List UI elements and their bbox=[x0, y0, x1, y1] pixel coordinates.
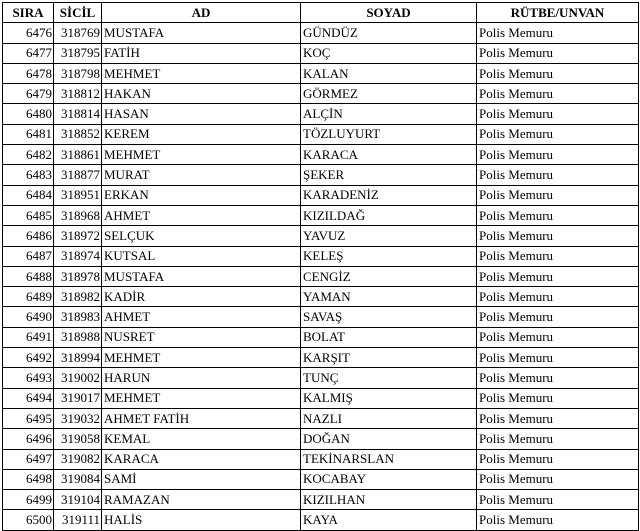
cell-rutbe: Polis Memuru bbox=[477, 388, 639, 408]
cell-ad: MURAT bbox=[102, 165, 301, 185]
cell-rutbe: Polis Memuru bbox=[477, 510, 639, 530]
cell-soyad: KARADENİZ bbox=[301, 185, 477, 205]
cell-sira: 6477 bbox=[3, 43, 54, 63]
cell-sicil: 318983 bbox=[54, 307, 102, 327]
cell-rutbe: Polis Memuru bbox=[477, 145, 639, 165]
cell-soyad: KAYA bbox=[301, 510, 477, 530]
cell-sira: 6495 bbox=[3, 408, 54, 428]
table-row bbox=[3, 429, 639, 449]
cell-sicil: 319002 bbox=[54, 368, 102, 388]
cell-soyad: KELEŞ bbox=[301, 246, 477, 266]
table-row bbox=[3, 348, 639, 368]
cell-ad: HASAN bbox=[102, 104, 301, 124]
cell-sira: 6488 bbox=[3, 266, 54, 286]
cell-ad: SAMİ bbox=[102, 469, 301, 489]
table-row bbox=[3, 408, 639, 428]
table-row bbox=[3, 165, 639, 185]
cell-sicil: 318972 bbox=[54, 226, 102, 246]
cell-sicil: 319104 bbox=[54, 490, 102, 510]
cell-ad: ERKAN bbox=[102, 185, 301, 205]
cell-sira: 6500 bbox=[3, 510, 54, 530]
cell-sicil: 318861 bbox=[54, 145, 102, 165]
cell-sira: 6485 bbox=[3, 205, 54, 225]
cell-ad: MUSTAFA bbox=[102, 23, 301, 43]
cell-ad: HARUN bbox=[102, 368, 301, 388]
table-row bbox=[3, 23, 639, 43]
cell-sicil: 318814 bbox=[54, 104, 102, 124]
cell-rutbe: Polis Memuru bbox=[477, 469, 639, 489]
cell-rutbe: Polis Memuru bbox=[477, 287, 639, 307]
cell-sira: 6494 bbox=[3, 388, 54, 408]
cell-ad: AHMET FATİH bbox=[102, 408, 301, 428]
cell-soyad: TUNÇ bbox=[301, 368, 477, 388]
table-row bbox=[3, 287, 639, 307]
cell-rutbe: Polis Memuru bbox=[477, 23, 639, 43]
cell-sira: 6486 bbox=[3, 226, 54, 246]
header-ad: AD bbox=[102, 3, 301, 23]
table-row bbox=[3, 226, 639, 246]
cell-rutbe: Polis Memuru bbox=[477, 408, 639, 428]
cell-ad: SELÇUK bbox=[102, 226, 301, 246]
cell-soyad: YAVUZ bbox=[301, 226, 477, 246]
cell-sicil: 318968 bbox=[54, 205, 102, 225]
cell-soyad: NAZLI bbox=[301, 408, 477, 428]
cell-rutbe: Polis Memuru bbox=[477, 266, 639, 286]
cell-ad: MEHMET bbox=[102, 388, 301, 408]
cell-sira: 6492 bbox=[3, 348, 54, 368]
cell-sira: 6491 bbox=[3, 327, 54, 347]
table-row bbox=[3, 246, 639, 266]
cell-sira: 6497 bbox=[3, 449, 54, 469]
table-row bbox=[3, 104, 639, 124]
cell-soyad: DOĞAN bbox=[301, 429, 477, 449]
header-rutbe: RÜTBE/UNVAN bbox=[477, 3, 639, 23]
cell-sira: 6490 bbox=[3, 307, 54, 327]
cell-sicil: 318974 bbox=[54, 246, 102, 266]
personnel-table bbox=[2, 2, 639, 531]
table-row bbox=[3, 469, 639, 489]
table-row bbox=[3, 307, 639, 327]
cell-sira: 6493 bbox=[3, 368, 54, 388]
cell-sira: 6479 bbox=[3, 84, 54, 104]
cell-rutbe: Polis Memuru bbox=[477, 226, 639, 246]
cell-sira: 6480 bbox=[3, 104, 54, 124]
cell-sicil: 318877 bbox=[54, 165, 102, 185]
cell-rutbe: Polis Memuru bbox=[477, 124, 639, 144]
cell-ad: MEHMET bbox=[102, 145, 301, 165]
cell-soyad: KARACA bbox=[301, 145, 477, 165]
table-row bbox=[3, 185, 639, 205]
cell-ad: KUTSAL bbox=[102, 246, 301, 266]
table-header bbox=[3, 3, 639, 23]
cell-sicil: 318812 bbox=[54, 84, 102, 104]
cell-rutbe: Polis Memuru bbox=[477, 327, 639, 347]
table-row bbox=[3, 368, 639, 388]
cell-sira: 6483 bbox=[3, 165, 54, 185]
table-body bbox=[3, 23, 639, 530]
table-row bbox=[3, 266, 639, 286]
cell-sira: 6478 bbox=[3, 63, 54, 83]
cell-ad: RAMAZAN bbox=[102, 490, 301, 510]
cell-soyad: GÜNDÜZ bbox=[301, 23, 477, 43]
cell-rutbe: Polis Memuru bbox=[477, 490, 639, 510]
cell-sicil: 318798 bbox=[54, 63, 102, 83]
cell-sicil: 319058 bbox=[54, 429, 102, 449]
cell-sicil: 318978 bbox=[54, 266, 102, 286]
cell-sicil: 319084 bbox=[54, 469, 102, 489]
cell-sicil: 318795 bbox=[54, 43, 102, 63]
table-row bbox=[3, 490, 639, 510]
cell-sicil: 318982 bbox=[54, 287, 102, 307]
cell-sicil: 318951 bbox=[54, 185, 102, 205]
table-row bbox=[3, 145, 639, 165]
cell-soyad: TEKİNARSLAN bbox=[301, 449, 477, 469]
cell-soyad: BOLAT bbox=[301, 327, 477, 347]
cell-soyad: KIZILDAĞ bbox=[301, 205, 477, 225]
cell-soyad: SAVAŞ bbox=[301, 307, 477, 327]
cell-soyad: ŞEKER bbox=[301, 165, 477, 185]
cell-rutbe: Polis Memuru bbox=[477, 348, 639, 368]
cell-ad: KEMAL bbox=[102, 429, 301, 449]
cell-sira: 6498 bbox=[3, 469, 54, 489]
cell-soyad: TÖZLUYURT bbox=[301, 124, 477, 144]
cell-ad: HAKAN bbox=[102, 84, 301, 104]
cell-ad: MEHMET bbox=[102, 348, 301, 368]
cell-soyad: YAMAN bbox=[301, 287, 477, 307]
cell-ad: AHMET bbox=[102, 307, 301, 327]
cell-rutbe: Polis Memuru bbox=[477, 246, 639, 266]
cell-sira: 6496 bbox=[3, 429, 54, 449]
cell-sira: 6484 bbox=[3, 185, 54, 205]
cell-rutbe: Polis Memuru bbox=[477, 449, 639, 469]
table-row bbox=[3, 205, 639, 225]
cell-ad: MUSTAFA bbox=[102, 266, 301, 286]
cell-rutbe: Polis Memuru bbox=[477, 205, 639, 225]
cell-sicil: 319082 bbox=[54, 449, 102, 469]
cell-soyad: KOCABAY bbox=[301, 469, 477, 489]
cell-soyad: KARŞIT bbox=[301, 348, 477, 368]
cell-rutbe: Polis Memuru bbox=[477, 429, 639, 449]
cell-sicil: 318769 bbox=[54, 23, 102, 43]
table-row bbox=[3, 84, 639, 104]
table-row bbox=[3, 388, 639, 408]
cell-ad: KARACA bbox=[102, 449, 301, 469]
cell-sira: 6482 bbox=[3, 145, 54, 165]
cell-rutbe: Polis Memuru bbox=[477, 165, 639, 185]
header-soyad: SOYAD bbox=[301, 3, 477, 23]
table-row bbox=[3, 63, 639, 83]
cell-rutbe: Polis Memuru bbox=[477, 43, 639, 63]
cell-soyad: ALÇİN bbox=[301, 104, 477, 124]
cell-sira: 6487 bbox=[3, 246, 54, 266]
header-sira: SIRA bbox=[3, 3, 54, 23]
cell-rutbe: Polis Memuru bbox=[477, 185, 639, 205]
cell-ad: KADİR bbox=[102, 287, 301, 307]
cell-rutbe: Polis Memuru bbox=[477, 104, 639, 124]
table-row bbox=[3, 124, 639, 144]
table-row bbox=[3, 449, 639, 469]
cell-ad: MEHMET bbox=[102, 63, 301, 83]
cell-rutbe: Polis Memuru bbox=[477, 63, 639, 83]
cell-sicil: 319111 bbox=[54, 510, 102, 530]
cell-ad: AHMET bbox=[102, 205, 301, 225]
cell-soyad: KALAN bbox=[301, 63, 477, 83]
header-row bbox=[3, 3, 639, 23]
cell-sira: 6489 bbox=[3, 287, 54, 307]
cell-sicil: 318988 bbox=[54, 327, 102, 347]
cell-sicil: 319032 bbox=[54, 408, 102, 428]
cell-ad: KEREM bbox=[102, 124, 301, 144]
cell-soyad: CENGİZ bbox=[301, 266, 477, 286]
cell-ad: HALİS bbox=[102, 510, 301, 530]
table-row bbox=[3, 43, 639, 63]
cell-sicil: 319017 bbox=[54, 388, 102, 408]
cell-soyad: GÖRMEZ bbox=[301, 84, 477, 104]
cell-rutbe: Polis Memuru bbox=[477, 368, 639, 388]
cell-sira: 6476 bbox=[3, 23, 54, 43]
cell-sicil: 318852 bbox=[54, 124, 102, 144]
header-sicil: SİCİL bbox=[54, 3, 102, 23]
cell-soyad: KIZILHAN bbox=[301, 490, 477, 510]
cell-ad: FATİH bbox=[102, 43, 301, 63]
cell-sira: 6481 bbox=[3, 124, 54, 144]
cell-ad: NUSRET bbox=[102, 327, 301, 347]
cell-soyad: KALMIŞ bbox=[301, 388, 477, 408]
cell-rutbe: Polis Memuru bbox=[477, 84, 639, 104]
cell-sicil: 318994 bbox=[54, 348, 102, 368]
cell-sira: 6499 bbox=[3, 490, 54, 510]
table-row bbox=[3, 510, 639, 530]
cell-soyad: KOÇ bbox=[301, 43, 477, 63]
cell-rutbe: Polis Memuru bbox=[477, 307, 639, 327]
table-row bbox=[3, 327, 639, 347]
